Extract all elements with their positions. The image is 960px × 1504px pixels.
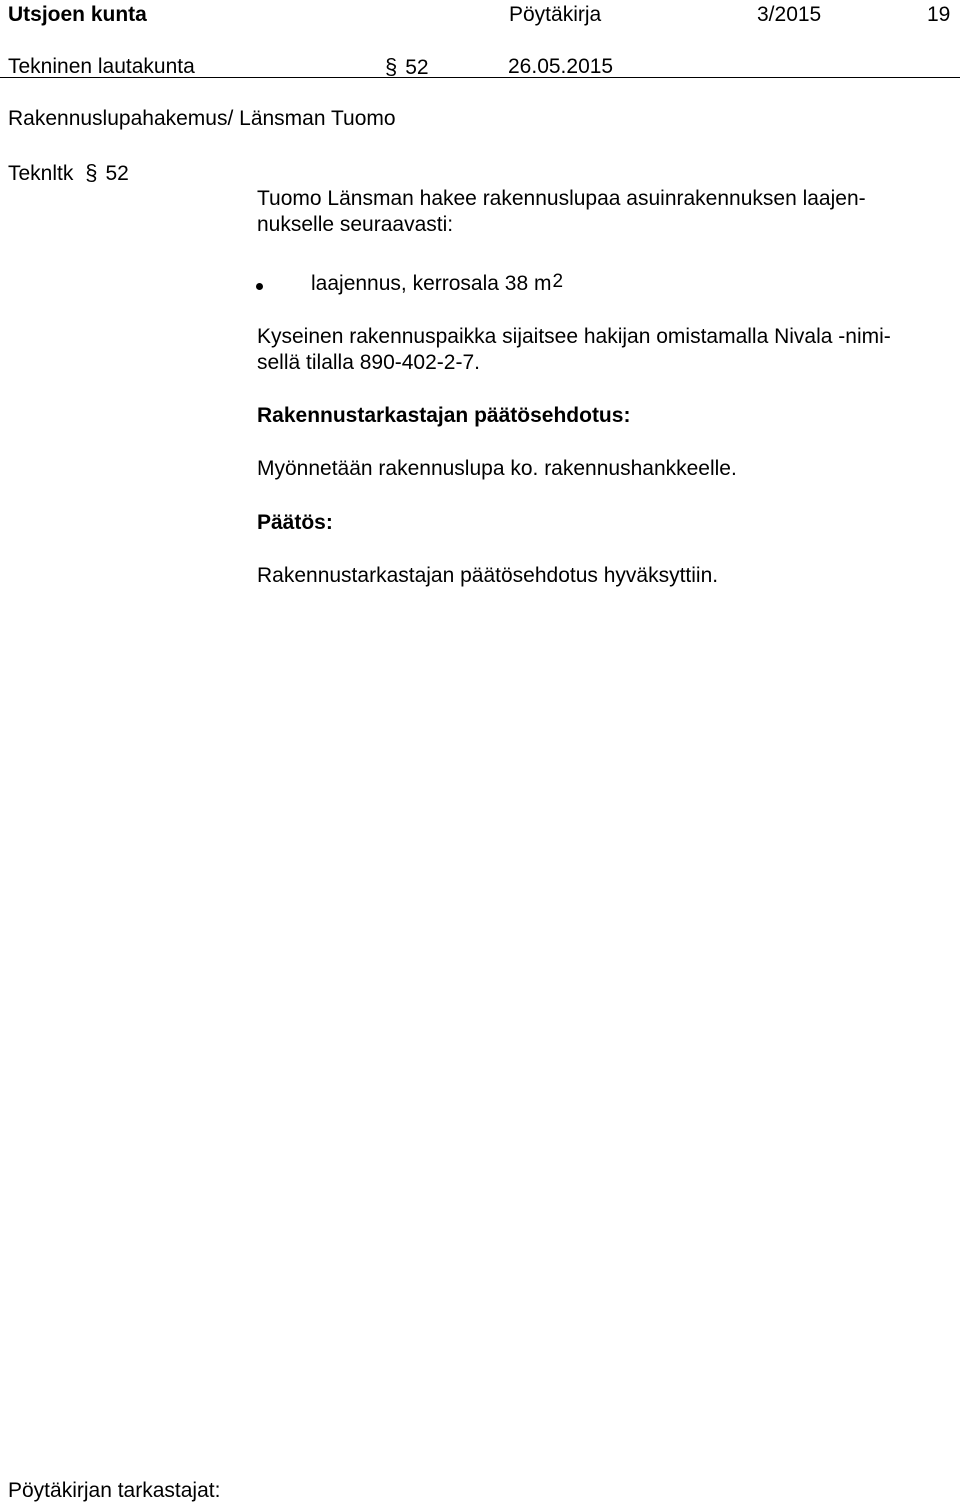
document-number: 3/2015: [757, 3, 822, 26]
decision-text: Rakennustarkastajan päätösehdotus hyväksyttiin.: [257, 564, 719, 587]
document-type: Pöytäkirja: [509, 3, 602, 26]
bullet-superscript: 2: [552, 271, 564, 292]
location-line-2: sellä tilalla 890-402-2-7.: [257, 351, 480, 374]
page-number: 19: [927, 3, 951, 26]
subject-title: Rakennuslupahakemus/ Länsman Tuomo: [8, 107, 396, 130]
section-reference-number: 52: [105, 162, 129, 185]
section-sign-icon: §: [385, 54, 398, 79]
meeting-date: 26.05.2015: [508, 55, 614, 78]
bullet-item: [311, 273, 563, 294]
header-section-number: 52: [405, 56, 429, 79]
bullet-text: laajennus, kerrosala 38 m: [311, 272, 552, 295]
reviewers-label: Pöytäkirjan tarkastajat:: [8, 1479, 221, 1502]
proposal-heading: Rakennustarkastajan päätösehdotus:: [257, 404, 631, 427]
section-reference: [8, 162, 129, 184]
intro-line-2: nukselle seuraavasti:: [257, 213, 454, 236]
bullet-icon: [256, 283, 263, 290]
decision-heading: Päätös:: [257, 511, 333, 534]
proposal-text: Myönnetään rakennuslupa ko. rakennushankkeelle.: [257, 457, 737, 480]
location-line-1: Kyseinen rakennuspaikka sijaitsee hakijan omistamalla Nivala -nimi-: [257, 325, 891, 348]
intro-line-1: Tuomo Länsman hakee rakennuslupaa asuinrakennuksen laajen-: [257, 187, 866, 210]
section-sign-icon: §: [85, 160, 98, 185]
header-section: [385, 56, 429, 78]
section-reference-label: Teknltk: [8, 162, 74, 185]
header-divider: [0, 77, 960, 78]
municipality-name: Utsjoen kunta: [8, 3, 147, 26]
committee-name: Tekninen lautakunta: [8, 55, 195, 78]
